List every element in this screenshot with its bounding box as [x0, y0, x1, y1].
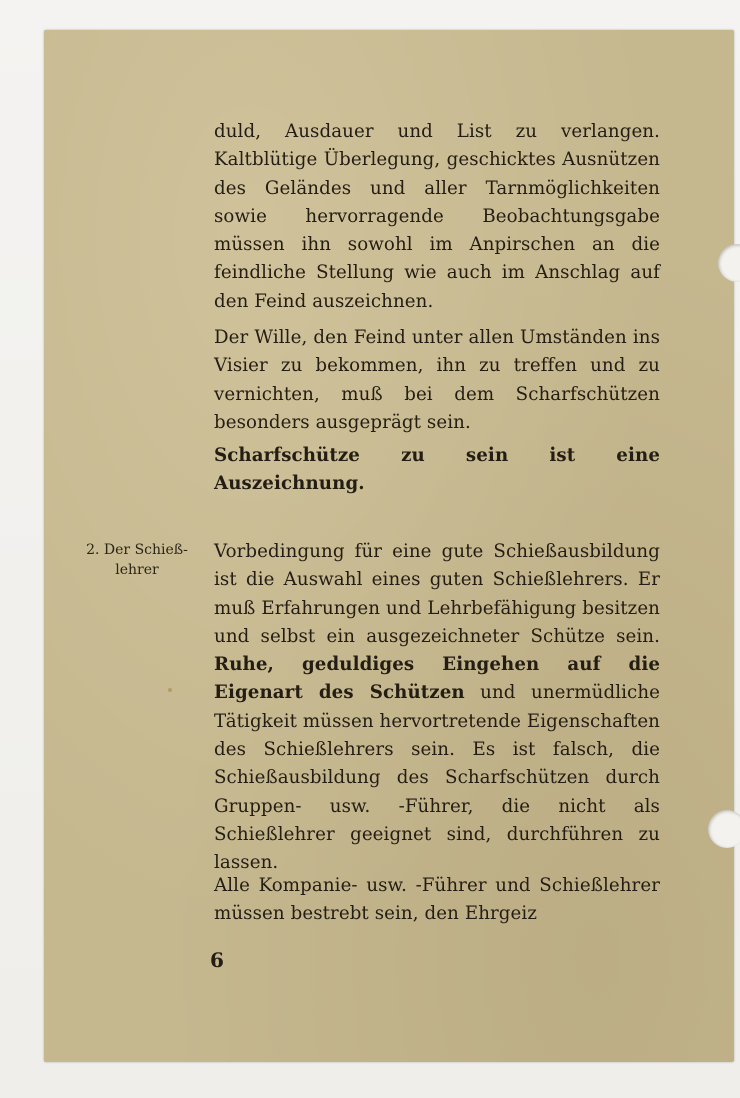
paragraph-4-text-a: Vorbedingung für eine gute Schießausbildung ist die Auswahl eines guten Schießlehrers. Er muß Erfahrungen und Lehrbefähigung besitzen und selbst ein ausgezeichneter Schütze sein. — [214, 541, 660, 647]
paragraph-2: Der Wille, den Feind unter allen Umständen ins Visier zu bekommen, ihn zu treffen und zu vernichten, muß bei dem Scharfschützen besonders ausgeprägt sein. — [214, 327, 660, 433]
paragraph-3-emphasis: Scharfschütze zu sein ist eine Auszeichnung. — [214, 445, 660, 495]
margin-heading-text: 2. Der Schieß- lehrer — [86, 542, 188, 578]
paper-speck — [168, 688, 172, 692]
paragraph-4 — [214, 538, 660, 878]
paragraph-5: Alle Kompanie- usw. -Führer und Schießlehrer müssen bestrebt sein, den Ehrgeiz — [214, 875, 660, 925]
punch-hole — [708, 810, 740, 848]
margin-heading — [62, 540, 212, 580]
paragraph-4-text-b: und unermüdliche Tätigkeit müssen hervortretende Eigenschaften des Schießlehrers sein. Es ist falsch, die Schießausbildung des Scharfschützen durch Gruppen- usw. -Führer, die nicht als Schießlehrer geeignet sind, durchführen zu lassen. — [214, 682, 660, 874]
paragraph-1: duld, Ausdauer und List zu verlangen. Kaltblütige Überlegung, geschicktes Ausnützen des Geländes und aller Tarnmöglichkeiten sowie hervorragende Beobachtungsgabe müssen ihn sowohl im Anpirschen an die feindliche Stellung wie auch im Anschlag auf den Feind auszeichnen. — [214, 121, 660, 312]
page-number: 6 — [210, 948, 224, 972]
punch-hole — [718, 244, 740, 282]
paragraph-4-emphasis: Ruhe, geduldiges Eingehen auf die Eigenart des Schützen — [214, 654, 660, 704]
